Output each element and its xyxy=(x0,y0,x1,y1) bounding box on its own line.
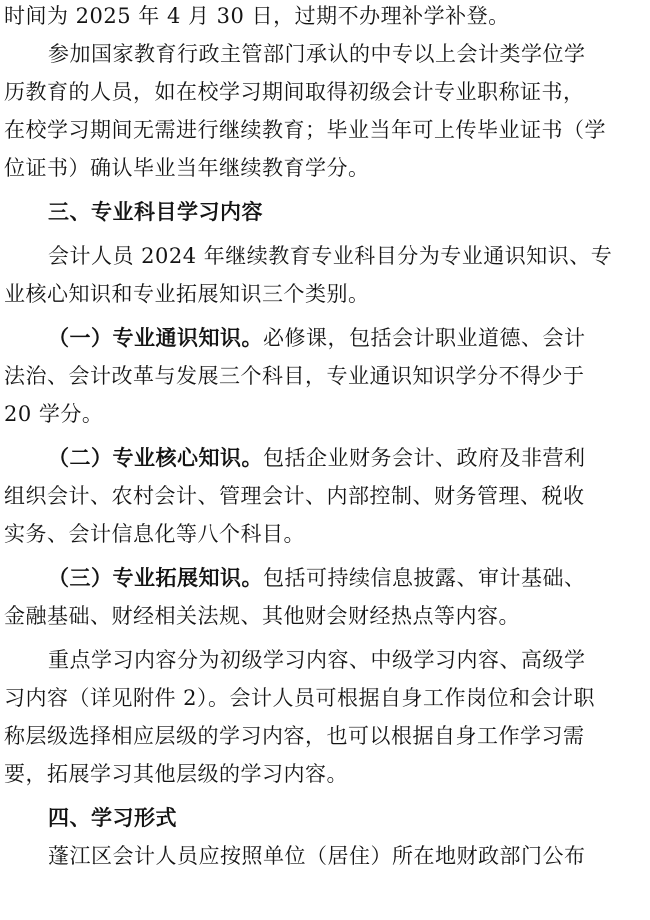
text-line: 称层级选择相应层级的学习内容，也可以根据自身工作学习需 xyxy=(4,724,585,748)
paragraph-learning-form xyxy=(4,837,646,875)
text-line: 时间为 2025 年 4 月 30 日，过期不办理补学补登。 xyxy=(4,4,510,28)
text-line: 法治、会计改革与发展三个科目，专业通识知识学分不得少于 xyxy=(4,364,585,388)
text-line: 历教育的人员，如在校学习期间取得初级会计专业职称证书， xyxy=(4,80,585,104)
item-text: 必修课，包括会计职业道德、会计 xyxy=(263,326,586,350)
text-line: 会计人员 2024 年继续教育专业科目分为专业通识知识、专 xyxy=(48,244,613,268)
paragraph-degree-education xyxy=(4,35,646,187)
paragraph-categories xyxy=(4,237,646,313)
item-title: （三）专业拓展知识。 xyxy=(48,566,263,590)
item-text: 包括企业财务会计、政府及非营利 xyxy=(263,446,586,470)
text-line: 在校学习期间无需进行继续教育；毕业当年可上传毕业证书（学 xyxy=(4,118,606,142)
text-line: 参加国家教育行政主管部门承认的中专以上会计类学位学 xyxy=(48,42,586,66)
text-line: 20 学分。 xyxy=(4,402,104,426)
text-line xyxy=(4,319,646,357)
list-item-core-knowledge xyxy=(4,439,646,553)
text-line: 重点学习内容分为初级学习内容、中级学习内容、高级学 xyxy=(48,648,586,672)
item-text: 包括可持续信息披露、审计基础、 xyxy=(263,566,586,590)
text-line: 组织会计、农村会计、管理会计、内部控制、财务管理、税收 xyxy=(4,484,585,508)
list-item-general-knowledge xyxy=(4,319,646,433)
item-title: （二）专业核心知识。 xyxy=(48,446,263,470)
section-heading: 三、专业科目学习内容 xyxy=(48,200,263,224)
text-line xyxy=(4,439,646,477)
text-line: 金融基础、财经相关法规、其他财会财经热点等内容。 xyxy=(4,604,520,628)
text-line: 习内容（详见附件 2）。会计人员可根据自身工作岗位和会计职 xyxy=(4,686,596,710)
text-line: 业核心知识和专业拓展知识三个类别。 xyxy=(4,282,370,306)
item-title: （一）专业通识知识。 xyxy=(48,326,263,350)
text-line: 位证书）确认毕业当年继续教育学分。 xyxy=(4,156,370,180)
text-line: 要，拓展学习其他层级的学习内容。 xyxy=(4,762,348,786)
text-line: 实务、会计信息化等八个科目。 xyxy=(4,522,305,546)
list-item-extended-knowledge xyxy=(4,559,646,635)
paragraph-key-content xyxy=(4,641,646,793)
text-line xyxy=(4,559,646,597)
section-heading: 四、学习形式 xyxy=(48,806,177,830)
text-line: 蓬江区会计人员应按照单位（居住）所在地财政部门公布 xyxy=(48,844,586,868)
